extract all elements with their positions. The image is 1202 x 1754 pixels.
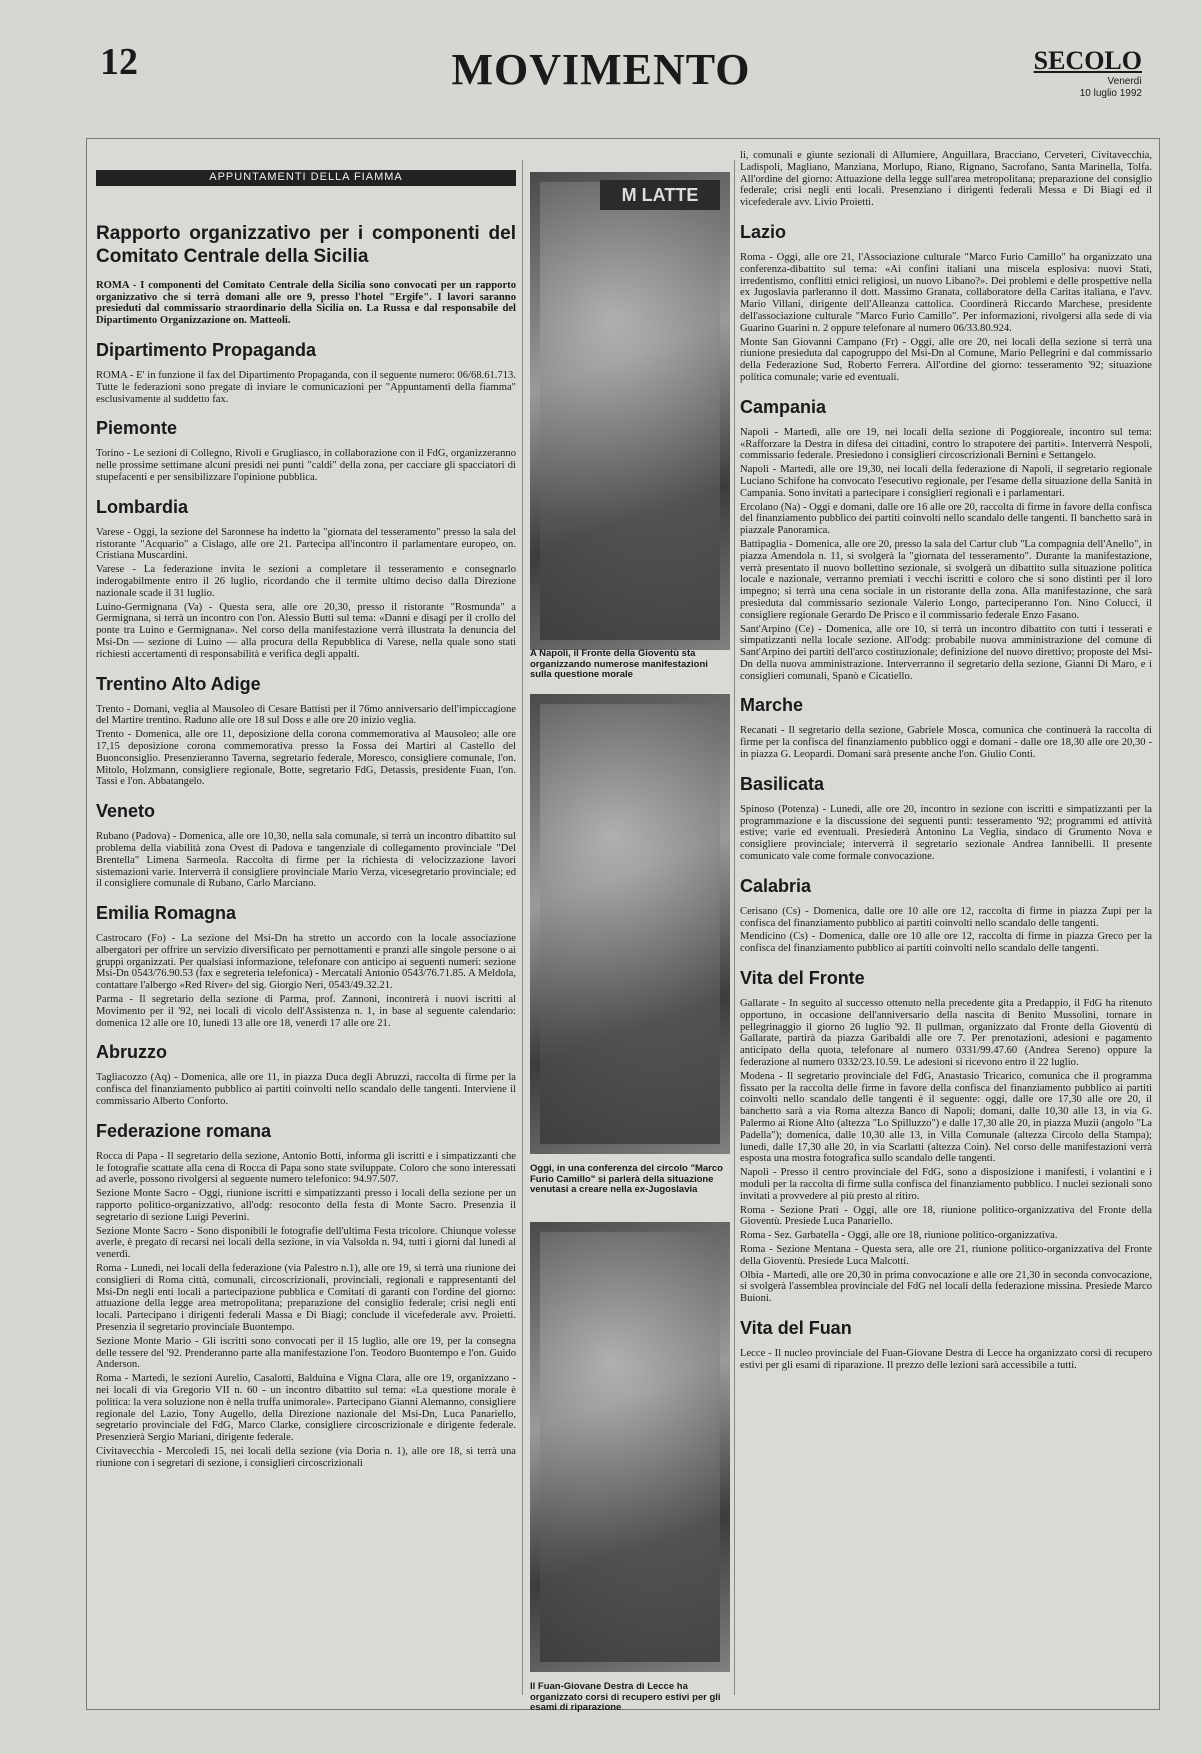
photo-lecce-class xyxy=(530,1222,730,1672)
announcement-paragraph: Roma - Martedì, le sezioni Aurelio, Casalotti, Balduina e Vigna Clara, alle ore 19, organizzano - nei locali di via Gregorio VII n. 60 - un incontro dibattito sul tema: «La questione morale è politica: la vera soluzione non è nella truffa unimorale». Partecipano Gianni Alemanno, consigliere regionale del Lazio, Tony Augello, della Direzione nazionale del Msi-Dn, Luca Panariello, segretario provinciale del FdG, Marco Clarke, consigliere circoscrizionale e dirigente federale. Presenzierà Sergio Mariani, dirigente federale. xyxy=(96,1373,516,1444)
announcement-paragraph: Sezione Monte Sacro - Sono disponibili le fotografie dell'ultima Festa tricolore. Chiunque volesse averle, è pregato di recarsi nei locali della sezione, in via Valsolda n. 94, tutti i giorni dal lunedì al venerdì. xyxy=(96,1225,516,1261)
photo-shading xyxy=(540,704,720,1144)
left-sections xyxy=(96,339,516,1470)
photo-conference xyxy=(530,694,730,1154)
region-heading: Campania xyxy=(740,396,827,417)
region-heading: Federazione romana xyxy=(96,1120,272,1141)
announcement-paragraph: Roma - Sezione Mentana - Questa sera, alle ore 21, riunione politico-organizzativa del Fronte della Gioventù. Presiede Luca Malcotti. xyxy=(740,1243,1152,1267)
photo-caption-1: A Napoli, il Fronte della Gioventù sta organizzando numerose manifestazioni sulla questione morale xyxy=(530,648,708,680)
announcement-paragraph: Roma - Oggi, alle ore 21, l'Associazione culturale "Marco Furio Camillo" ha organizzato una conferenza-dibattito sul tema: «Ai confini italiani una miscela esplosiva: nuovi Stati, irredentismo, conflitti etnici religiosi, un nuovo Libano?». Dei problemi e delle prospettive nella ex Jugoslavia parleranno il dott. Massimo Granata, collaboratore della Caritas italiana, e l'avv. Mario Villani, dirigente dell'Alleanza cattolica. Coordinerà Riccardo Marchese, presidente dell'associazione culturale "Marco Furio Camillo". Per informazioni, rivolgersi alla sede di via Guarino Guarini n. 2 oppure telefonare al numero 06/33.80.924. xyxy=(740,251,1152,334)
continued-text: li, comunali e giunte sezionali di Allumiere, Anguillara, Bracciano, Cerveteri, Civitavecchia, Ladispoli, Magliano, Manziana, Morlupo, Riano, Rignano, Sacrofano, Santa Marinella, Tolfa. All'ordine del giorno: Attuazione della legge sull'area metropolitana; preparazione del consiglio federale; crisi negli enti locali. Presenziano i dirigenti federali Messa e Di Biagi ed il vicefederale avv. Livio Proietti. xyxy=(740,150,1152,209)
announcement-paragraph: Napoli - Presso il centro provinciale del FdG, sono a disposizione i manifesti, i volantini e i moduli per la raccolta di firme sulla confisca del finanziamento pubblico. I nuclei sezionali sono invitati a provvedere al più presto al ritiro. xyxy=(740,1167,1152,1202)
masthead xyxy=(1034,46,1142,100)
region-heading: Lombardia xyxy=(96,496,189,517)
announcement-paragraph: Rubano (Padova) - Domenica, alle ore 10,30, nella sala comunale, si terrà un incontro dibattito sul problema della viabilità zona Ovest di Padova e tangenziale di collegamento provinciale "Del Brentella" Limena Sarmeola. Raccolta di firme per la richiesta di velocizzazione lavori sistemazioni varie. Interverrà il consigliere provinciale Mario Verza, vicesegretario provinciale; ed il consigliere comunale di Rubano, Carlo Marciano. xyxy=(96,831,516,890)
announcement-paragraph: Lecce - Il nucleo provinciale del Fuan-Giovane Destra di Lecce ha organizzato corsi di recupero estivi per gli esami di riparazione. Il prezzo delle lezioni sarà accessibile a tutti. xyxy=(740,1347,1152,1371)
photo-shading xyxy=(540,182,720,640)
main-article-text: ROMA - I componenti del Comitato Centrale della Sicilia sono convocati per un rapporto organizzativo che si terrà domani alle ore 9, presso l'hotel "Ergife". I lavori saranno presieduti dal commissario straordinario della Sicilia on. La Russa e dal responsabile del Dipartimento Organizzazione on. Matteoli. xyxy=(96,279,516,327)
photo-caption-3: Il Fuan-Giovane Destra di Lecce ha organizzato corsi di recupero estivi per gli esami di riparazione xyxy=(530,1681,721,1713)
region-heading: Vita del Fuan xyxy=(740,1317,852,1338)
announcement-paragraph: Civitavecchia - Mercoledì 15, nei locali della sezione (via Doria n. 1), alle ore 18, si terrà una riunione con i segretari di sezione, i consiglieri circoscrizionali xyxy=(96,1445,516,1469)
announcement-paragraph: ROMA - E' in funzione il fax del Dipartimento Propaganda, con il seguente numero: 06/68.61.713. Tutte le federazioni sono pregate di inviare le comunicazioni per "Appuntamenti della fiamma" esclusivamente al suddetto fax. xyxy=(96,369,516,405)
announcement-paragraph: Napoli - Martedì, alle ore 19,30, nei locali della federazione di Napoli, il segretario regionale Luciano Schifone ha convocato l'esecutivo regionale, per l'esame della situazione della Sanità in Campania. Sono invitati a partecipare i consiglieri regionali e i parlamentari. xyxy=(740,464,1152,499)
photo-shading xyxy=(540,1232,720,1662)
section-title: MOVIMENTO xyxy=(451,45,751,94)
announcement-paragraph: Recanati - Il segretario della sezione, Gabriele Mosca, comunica che continuerà la raccolta di firme per la confisca del finanziamento pubblico oggi e domani - dalle ore 18,30 alle ore 20,30 - in piazza G. Leopardi. Domani sarà presente anche l'on. Giulio Conti. xyxy=(740,725,1152,761)
photo-napoli-rally xyxy=(530,172,730,650)
region-heading: Dipartimento Propaganda xyxy=(96,339,317,360)
column-right xyxy=(740,150,1152,1700)
announcement-paragraph: Roma - Sez. Garbatella - Oggi, alle ore 18, riunione politico-organizzativa. xyxy=(740,1230,1058,1242)
announcement-paragraph: Cerisano (Cs) - Domenica, dalle ore 10 alle ore 12, raccolta di firme in piazza Zupi per la confisca del finanziamento pubblico ai partiti coinvolti nello scandalo delle tangenti. xyxy=(740,905,1152,929)
region-heading: Calabria xyxy=(740,875,812,896)
announcement-paragraph: Torino - Le sezioni di Collegno, Rivoli e Grugliasco, in collaborazione con il FdG, organizzeranno nelle prossime settimane alcuni presidi nei punti "caldi" della zona, per cacciare gli spacciatori di stupefacenti e per sensibilizzare l'opinione pubblica. xyxy=(96,448,516,483)
region-heading: Piemonte xyxy=(96,418,178,439)
announcement-paragraph: Olbia - Martedì, alle ore 20,30 in prima convocazione e alle ore 21,30 in seconda convocazione, si svolgerà l'assemblea provinciale del FdG nel locali della federazione missina. Presiede Marco Buioni. xyxy=(740,1269,1152,1305)
announcement-paragraph: Castrocaro (Fo) - La sezione del Msi-Dn ha stretto un accordo con la locale associazione albergatori per offrire un servizio diversificato per pernottamenti e pranzi alle singole persone o ai gruppi organizzati. Per qualsiasi informazione, telefonare con anticipo ai seguenti numeri: sezione Msi-Dn 0543/76.90.53 (fax e segreteria telefonica) - Mercatali Antonio 0543/76.71.85. A Meldola, contattare l'albergo «Red River» del sig. Giorgio Neri, 0543/49.32.21. xyxy=(96,933,516,992)
announcement-paragraph: Varese - La federazione invita le sezioni a completare il tesseramento e consegnarlo inderogabilmente entro il 26 luglio, ricordando che il termite ultimo deciso dalla Direzione nazionale scade il 31 luglio. xyxy=(96,564,516,599)
region-heading: Lazio xyxy=(740,221,787,242)
region-heading: Veneto xyxy=(96,801,156,822)
issue-date: 10 luglio 1992 xyxy=(1079,88,1142,99)
main-headline: Rapporto organizzativo per i componenti del Comitato Centrale della Sicilia xyxy=(96,222,516,267)
announcement-paragraph: Battipaglia - Domenica, alle ore 20, presso la sala del Cartur club "La compagnia dell'Anello", in piazza Amendola n. 11, si svolgerà la "giornata del tesseramento". Durante la manifestazione, verrà presentato il nuovo bollettino sezionale, si svolgerà un dibattito sulla situazione politica locale e nazionale, verranno premiati i vecchi iscritti e coloro che si sono distinti per il loro impegno; si terrà una cena sociale in un ristorante della zona. Alla manifestazione, che sarà presieduta dal commissario sezionale Valerio Longo, parteciperanno l'on. Nino Colucci, il consigliere regionale Gerardo De Prisco e il commissario federale Enzo Fasano. xyxy=(740,538,1152,621)
column-left xyxy=(96,150,516,1700)
announcement-paragraph: Gallarate - In seguito al successo ottenuto nella precedente gita a Predappio, il FdG ha ritenuto opportuno, in occasione dell'anniversario della nascita di Benito Mussolini, tornare in pellegrinaggio il giorno 26 luglio '92. Il pullman, organizzato dal Fronte della Gioventù di Gallarate, partirà da piazza Garibaldi alle ore 7. Per prenotazioni, adesioni e pagamento anticipato della quota, telefonare al numero 0331/99.47.60 (Andrea Sereno) oppure la federazione al numero 0332/23.10.59. Le adesioni si ricevono entro il 22 luglio. xyxy=(740,998,1152,1069)
announcement-paragraph: Parma - Il segretario della sezione di Parma, prof. Zannoni, incontrerà i nuovi iscritti al Movimento per il '92, nei locali di vicolo dell'Assistenza n. 1, in base al seguente calendario: domenica 12 alle ore 10, lunedì 13 alle ore 18, venerdì 17 alle ore 21. xyxy=(96,994,516,1029)
announcement-paragraph: Trento - Domani, veglia al Mausoleo di Cesare Battisti per il 76mo anniversario dell'impiccagione del Martire trentino. Raduno alle ore 18 sul Doss e alle ore 20 inizio veglia. xyxy=(96,703,516,727)
announcement-paragraph: Modena - Il segretario provinciale del FdG, Anastasio Tricarico, comunica che il programma fissato per la raccolta delle firme in favore della confisca del finanziamento pubblico ai partiti coinvolti nello scandalo delle tangenti è il seguente: oggi, dalle ore 17,30 alle ore 20, il banchetto sarà a via Roma altezza Banco di Napoli; domani, dalle 10,30 alle 13, in via G. Palermo ai Rione Alto (altezza "Lo Spilluzzo") e dalle 17,30 alle 20, in piazza Muzii (angolo "La Padella"); domenica, dalle 10,30 alle 13, in Villa Comunale (altezza Circolo della Stampa); lunedì, dalle 17,30 alle 20, in via Scarlatti (altezza Coin). Nel corso delle manifestazioni verrà esposta una mostra fotografica sullo scandalo delle tangenti. xyxy=(740,1070,1152,1165)
right-sections xyxy=(740,221,1152,1372)
column-divider xyxy=(734,160,735,1695)
page-number: 12 xyxy=(100,41,138,83)
announcement-paragraph: Luino-Germignana (Va) - Questa sera, alle ore 20,30, presso il ristorante "Rosmunda" a Germignana, si terrà un incontro con l'on. Alessio Butti sul tema: «Danni e disagi per il crollo del ponte tra Luino e Germignana». Nel corso della manifestazione verrà illustrata la denuncia del Msi-Dn — sezione di Luino — alla procura della Repubblica di Varese, nella quale sono stati richiesti accertamenti di responsabilità e verifica degli appalti. xyxy=(96,601,516,660)
section-bar: APPUNTAMENTI DELLA FIAMMA xyxy=(96,170,516,186)
announcement-paragraph: Varese - Oggi, la sezione del Saronnese ha indetto la "giornata del tesseramento" presso la sala del ristorante "Acquario" a Cislago, alle ore 21. Partecipa all'incontro il parlamentare europeo, on. Cristiana Muscardini. xyxy=(96,526,516,562)
announcement-paragraph: Monte San Giovanni Campano (Fr) - Oggi, alle ore 20, nei locali della sezione si terrà una riunione presieduta dal capogruppo del Msi-Dn al Comune, Mario Pellegrini e dal commissario della Federazione Sud, Roberto Ferrera. All'ordine del giorno: tesseramento '92; situazione politica comunale; varie ed eventuali. xyxy=(740,336,1152,383)
announcement-paragraph: Sezione Monte Sacro - Oggi, riunione iscritti e simpatizzanti presso i locali della sezione per un rapporto politico-organizzativo, all'odg: resoconto della festa di Monte Sacro. Presenzia il segretario di sezione Luigi Peverini. xyxy=(96,1188,516,1223)
announcement-paragraph: Sant'Arpino (Ce) - Domenica, alle ore 10, si terrà un incontro dibattito con tutti i tesserati e simpatizzanti nella locale sezione. All'odg: probabile nuova amministrazione del comune di Sant'Arpino dei partiti dell'arco costituzionale; definizione del nuovo direttivo; proposte del Msi-Dn della nuova amministrazione. Interverranno il segretario della sezione, Gianni Di Maro, e i consiglieri comunali, Spanò e Cicatiello. xyxy=(740,623,1152,682)
region-heading: Emilia Romagna xyxy=(96,903,237,924)
announcement-paragraph: Napoli - Martedì, alle ore 19, nei locali della sezione di Poggioreale, incontro sul tema: «Rafforzare la Destra in difesa dei cittadini, contro lo strapotere dei partiti». Interverrà Nespoli, commissario federale. Presiedono i consiglieri circoscrizionali Bernini e Settangelo. xyxy=(740,426,1152,462)
region-heading: Basilicata xyxy=(740,773,825,794)
photo-banner-text: M LATTE xyxy=(600,180,720,210)
announcement-paragraph: Trento - Domenica, alle ore 11, deposizione della corona commemorativa al Mausoleo; alle ore 17,15 deposizione corona commemorativa presso la Fossa dei Martiri al Castello del Buonconsiglio. Presenzieranno Taverna, segretario federale, Moresco, consigliere comunale, l'on. Mitolo, Holzmann, consigliere regionale, Botte, segretario FdG, Detassis, presidente Fuan, l'on. Tassi e l'on. Abbatangelo. xyxy=(96,729,516,788)
announcement-paragraph: Spinoso (Potenza) - Lunedì, alle ore 20, incontro in sezione con iscritti e simpatizzanti per la programmazione e la discussione dei seguenti punti: tesseramento '92; programmi ed attività estive; varie ed eventuali. Presiederà Antonino La Veglia, sindaco di Grumento Nova e consigliere provinciale; interverrà il segretario sezionale Andrea Iannibelli. Il presente comunicato vale come formale convocazione. xyxy=(740,803,1152,863)
column-divider xyxy=(522,160,523,1695)
announcement-paragraph: Sezione Monte Mario - Gli iscritti sono convocati per il 15 luglio, alle ore 19, per la consegna delle tessere del '92. Prenderanno parte alla manifestazione l'on. Teodoro Buontempo e l'on. Guido Anderson. xyxy=(96,1335,516,1371)
announcement-paragraph: Ercolano (Na) - Oggi e domani, dalle ore 16 alle ore 20, raccolta di firme in favore della confisca del finanziamento pubblico dei partiti coinvolti nello scandalo delle tangenti. Il banchetto sarà in piazzale Panoramica. xyxy=(740,501,1152,537)
region-heading: Vita del Fronte xyxy=(740,968,865,989)
announcement-paragraph: Roma - Sezione Prati - Oggi, alle ore 18, riunione politico-organizzativa del Fronte della Gioventù. Presiede Luca Panariello. xyxy=(740,1204,1152,1228)
region-heading: Trentino Alto Adige xyxy=(96,673,261,694)
announcement-paragraph: Roma - Lunedì, nei locali della federazione (via Palestro n.1), alle ore 19, si terrà una riunione dei consiglieri di Roma città, comunali, circoscrizionali, provinciali, regionali e rappresentanti del Msi-Dn negli enti locali a partecipazione pubblica e Comitati di garanti con l'ordine del giorno: attuazione della legge area metropolitana; preparazione del consiglio federale; crisi negli enti locali. Partecipano i dirigenti federali Massa e Di Biagi; conclude il vicefederale avv. Proietti. Presenzia il segretario provinciale Buontempo. xyxy=(96,1263,516,1334)
photo-caption-2: Oggi, in una conferenza del circolo "Marco Furio Camillo" si parlerà della situazione venutasi a creare nella ex-Jugoslavia xyxy=(530,1163,723,1195)
announcement-paragraph: Mendicino (Cs) - Domenica, dalle ore 10 alle ore 12, raccolta di firme in piazza Greco per la confisca del finanziamento pubblico ai partiti coinvolti nello scandalo delle tangenti. xyxy=(740,931,1152,955)
newspaper-logo: SECOLO xyxy=(1033,46,1142,75)
region-heading: Marche xyxy=(740,695,804,716)
announcement-paragraph: Rocca di Papa - Il segretario della sezione, Antonio Botti, informa gli iscritti e i simpatizzanti che le fotografie scattate alla cena di Rocca di Papa sono state sviluppate. Coloro che sono interessati ad averle, possono rivolgersi al seguente numero telefonico: 94.97.507. xyxy=(96,1150,516,1186)
issue-day: Venerdì xyxy=(1107,76,1142,87)
region-heading: Abruzzo xyxy=(96,1042,167,1063)
announcement-paragraph: Tagliacozzo (Aq) - Domenica, alle ore 11, in piazza Duca degli Abruzzi, raccolta di firme per la confisca del finanziamento pubblico ai partiti coinvolti nello scandalo delle tangenti. Interviene il commissario Alberto Conforto. xyxy=(96,1072,516,1108)
